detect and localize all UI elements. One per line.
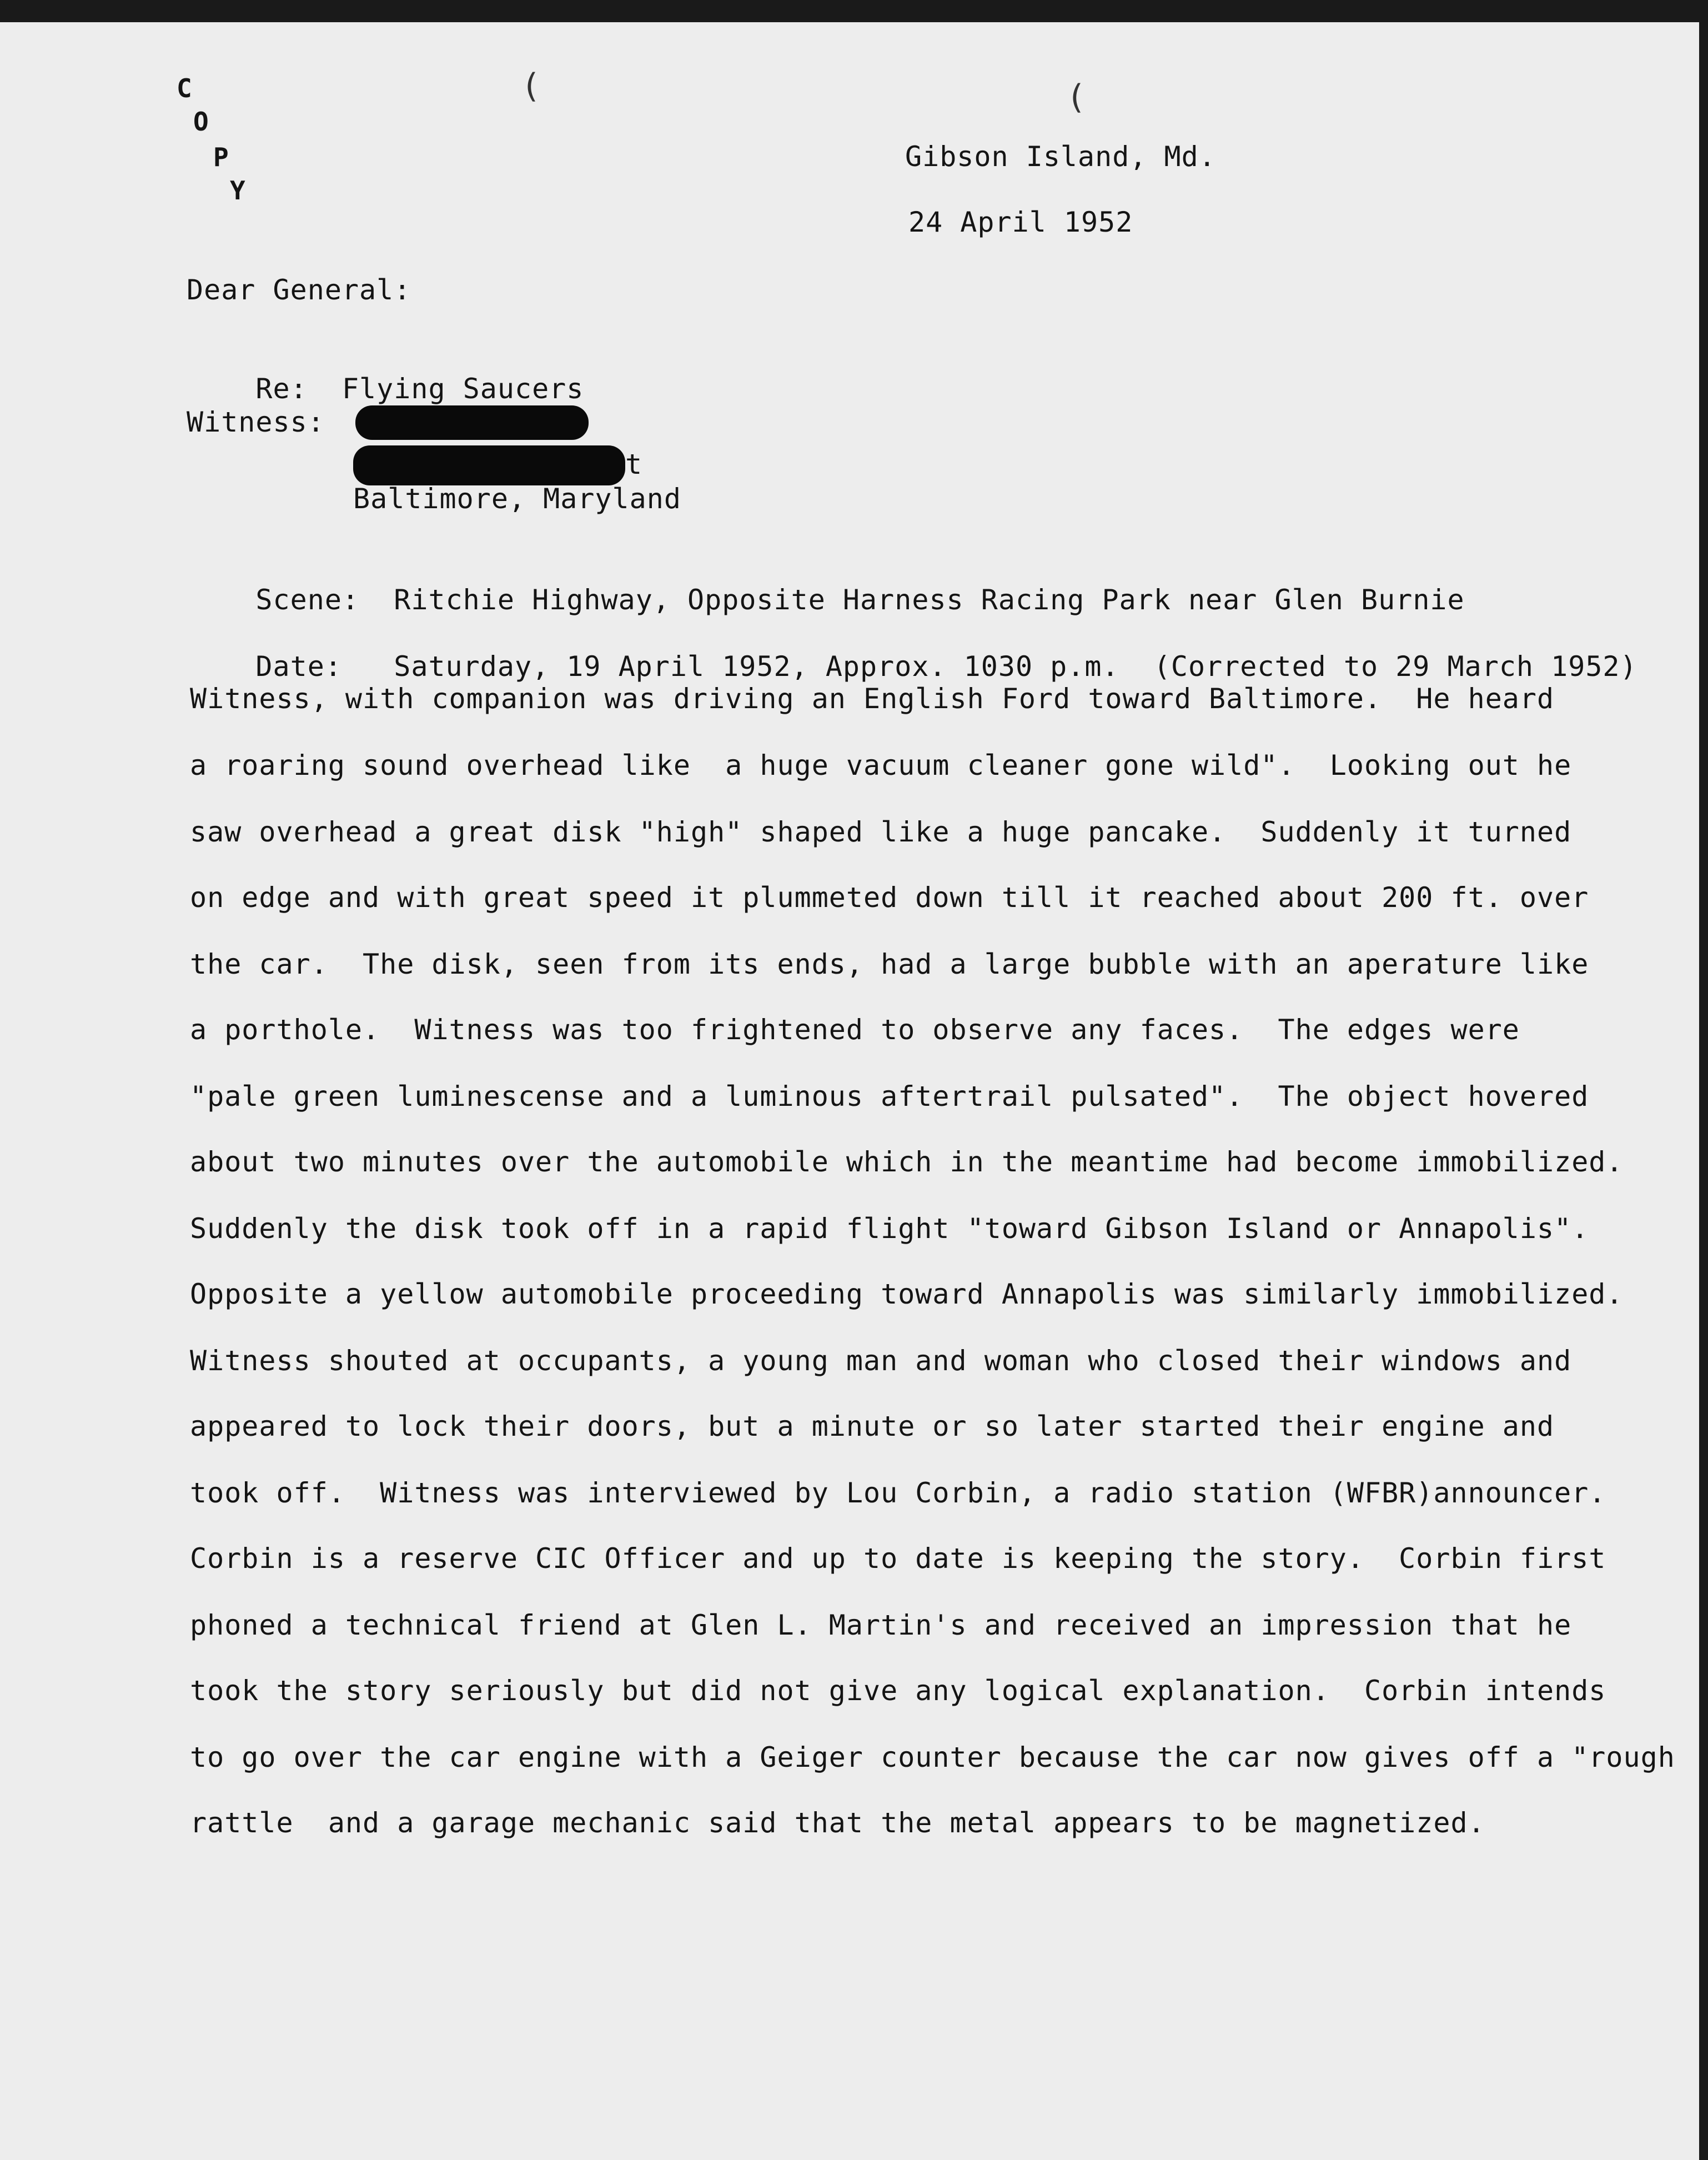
body-line-11: Witness shouted at occupants, a young man and woman who closed their windows and <box>190 1345 1572 1377</box>
body-line-2: a roaring sound overhead like a huge vacuum cleaner gone wild". Looking out he <box>190 749 1572 781</box>
salutation: Dear General: <box>187 274 411 306</box>
copy-stamp-y: Y <box>230 176 246 206</box>
body-line-16: took the story seriously but did not give any logical explanation. Corbin intends <box>190 1675 1606 1707</box>
body-line-7: "pale green luminescense and a luminous aftertrail pulsated". The object hovered <box>190 1080 1589 1112</box>
redaction-bar-street <box>353 445 625 485</box>
copy-stamp-c: C <box>177 73 193 103</box>
body-line-17: to go over the car engine with a Geiger counter because the car now gives off a "rough <box>190 1741 1675 1773</box>
redaction-bar-name <box>355 405 589 440</box>
body-line-5: the car. The disk, seen from its ends, had a large bubble with an aperature like <box>190 948 1589 980</box>
punch-mark-right: ( <box>1066 78 1087 117</box>
copy-stamp-o: O <box>193 107 209 137</box>
date-label: Date: <box>255 650 342 683</box>
punch-mark-left: ( <box>521 67 542 106</box>
witness-street-suffix: t <box>625 448 643 480</box>
date-value: Saturday, 19 April 1952, Approx. 1030 p.m. (Corrected to 29 March 1952) <box>394 650 1637 683</box>
body-line-12: appeared to lock their doors, but a minute or so later started their engine and <box>190 1410 1555 1442</box>
body-line-18: rattle and a garage mechanic said that the metal appears to be magnetized. <box>190 1807 1485 1839</box>
re-value: Flying Saucers <box>341 373 584 405</box>
body-line-3: saw overhead a great disk "high" shaped like a huge pancake. Suddenly it turned <box>190 816 1572 848</box>
scene-label: Scene: <box>255 584 360 616</box>
copy-stamp-p: P <box>213 142 229 172</box>
body-line-9: Suddenly the disk took off in a rapid flight "toward Gibson Island or Annapolis". <box>190 1212 1589 1245</box>
body-line-10: Opposite a yellow automobile proceeding toward Annapolis was similarly immobilized. <box>190 1278 1624 1310</box>
scene-value: Ritchie Highway, Opposite Harness Racing Park near Glen Burnie <box>394 584 1465 616</box>
witness-label: Witness: <box>187 406 325 438</box>
body-line-8: about two minutes over the automobile which in the meantime had become immobilized. <box>190 1146 1624 1178</box>
body-line-6: a porthole. Witness was too frightened to observe any faces. The edges were <box>190 1014 1520 1046</box>
body-line-13: took off. Witness was interviewed by Lou Corbin, a radio station (WFBR)announcer. <box>190 1477 1606 1509</box>
body-line-1: Witness, with companion was driving an English Ford toward Baltimore. He heard <box>190 683 1555 715</box>
document-page <box>0 22 1699 2160</box>
witness-city: Baltimore, Maryland <box>353 483 681 515</box>
body-line-4: on edge and with great speed it plummeted down till it reached about 200 ft. over <box>190 881 1589 914</box>
re-label: Re: <box>255 373 308 405</box>
body-line-14: Corbin is a reserve CIC Officer and up to date is keeping the story. Corbin first <box>190 1542 1606 1575</box>
header-date: 24 April 1952 <box>908 206 1133 238</box>
body-line-15: phoned a technical friend at Glen L. Martin's and received an impression that he <box>190 1609 1572 1641</box>
header-location: Gibson Island, Md. <box>905 141 1216 173</box>
